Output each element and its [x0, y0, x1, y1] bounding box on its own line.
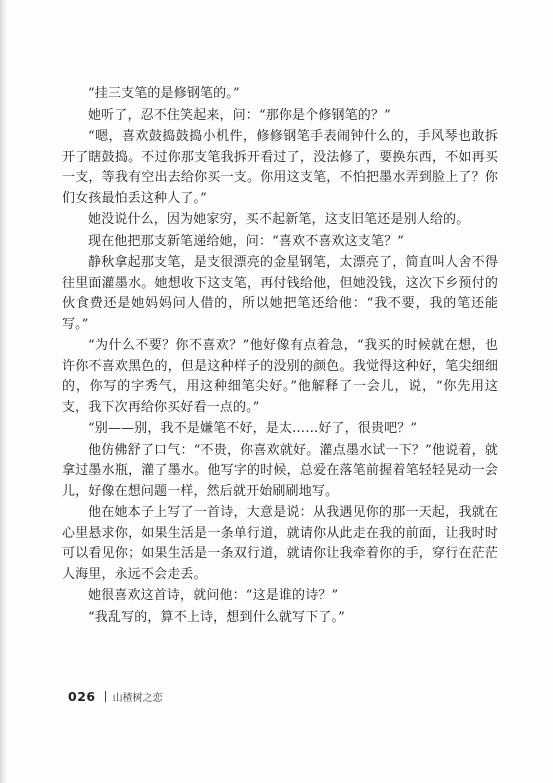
body-text	[62, 84, 498, 629]
page-footer	[68, 688, 163, 704]
paragraph: “别——别，我不是嫌笔不好，是太……好了，很贵吧？”	[88, 421, 418, 436]
paragraph: “挂三支笔的是修钢笔的。”	[88, 86, 240, 101]
paragraph: 现在他把那支新笔递给她，问：“喜欢不喜欢这支笔？”	[88, 233, 405, 249]
paragraph: 他仿佛舒了口气：“不贵，你喜欢就好。灌点墨水试一下？”他说着，就拿过墨水瓶，灌了墨水。他写字的时候，总爱在落笔前握着笔轻轻晃动一会儿，好像在想问题一样，然后就开始刷刷地写。	[62, 442, 498, 499]
paragraph: “为什么不要？你不喜欢？”他好像有点着急，“我买的时候就在想，也许你不喜欢黑色的，但是这种样子的没别的颜色。我觉得这种好，笔尖细细的，你写的字秀气，用这种细笔尖好。”他解释了一会儿，说，“你先用这支，我下次再给你买好看一点的。”	[62, 338, 498, 415]
paragraph: “嗯，喜欢鼓捣鼓捣小机件，修修钢笔手表闹钟什么的，手风琴也敢拆开了瞎鼓捣。不过你那支笔我拆开看过了，没法修了，要换东西，不如再买一支，等我有空出去给你买一支。你用这支笔，不怕把墨水弄到脸上了？你们女孩最怕丢这种人了。”	[62, 129, 498, 206]
paragraph: 她听了，忍不住笑起来，问：“那你是个修钢笔的？”	[88, 107, 391, 123]
paragraph: 她没说什么，因为她家穷，买不起新笔，这支旧笔还是别人给的。	[88, 212, 470, 227]
paragraph: 静秋拿起那支笔，是支很漂亮的金星钢笔，太漂亮了，简直叫人舍不得往里面灌墨水。她想收下这支笔，再付钱给他，但她没钱，这次下乡预付的伙食费还是她妈妈问人借的，所以她把笔还给他：“我不要，我的笔还能写。”	[62, 255, 498, 332]
running-book-title: 山楂树之恋	[112, 692, 163, 704]
footer-divider	[105, 691, 106, 702]
paragraph: 他在她本子上写了一首诗，大意是说：从我遇见你的那一天起，我就在心里悬求你，如果生活是一条单行道，就请你从此走在我的前面，让我时时可以看见你；如果生活是一条双行道，就请你让我牵着你的手，穿行在茫茫人海里，永远不会走丢。	[62, 505, 498, 582]
page-number: 026	[68, 688, 96, 704]
paragraph: 她很喜欢这首诗，就问他：“这是谁的诗？”	[88, 588, 339, 603]
paragraph: “我乱写的，算不上诗，想到什么就写下了。”	[88, 609, 345, 625]
page-binding-shadow	[0, 0, 7, 783]
